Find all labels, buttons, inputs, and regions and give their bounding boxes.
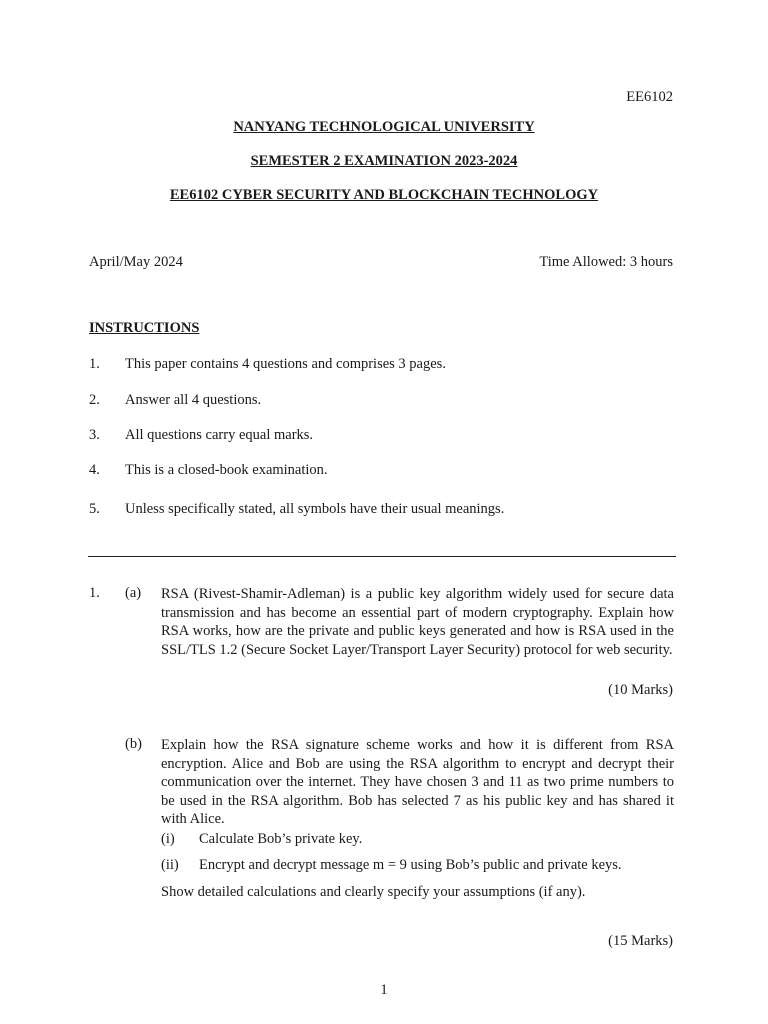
part-b-label: (b): [125, 736, 142, 752]
part-a-text: RSA (Rivest-Shamir-Adleman) is a public key algorithm widely used for secure data transmission and has become an essential part of modern cryptography. Explain how RSA works, how are the private and public keys generated and how is RSA used in the SSL/TLS 1.2 (Secure Socket Layer/Transport Layer Security) protocol for web security.: [161, 586, 674, 658]
subpart-text: Encrypt and decrypt message m = 9 using Bob’s public and private keys.: [199, 857, 622, 873]
subpart-text: Calculate Bob’s private key.: [199, 831, 363, 847]
instruction-text: Unless specifically stated, all symbols have their usual meanings.: [125, 501, 505, 517]
exam-title: SEMESTER 2 EXAMINATION 2023-2024: [250, 153, 518, 169]
part-b-note: Show detailed calculations and clearly specify your assumptions (if any).: [161, 884, 586, 900]
instructions-heading: INSTRUCTIONS: [89, 320, 200, 336]
part-a-label: (a): [125, 585, 142, 601]
instruction-text: Answer all 4 questions.: [125, 392, 262, 408]
course-code: EE6102: [626, 89, 673, 105]
instruction-number: 2.: [89, 392, 100, 408]
instruction-number: 4.: [89, 462, 100, 478]
instruction-text: All questions carry equal marks.: [125, 427, 314, 443]
instruction-text: This is a closed-book examination.: [125, 462, 328, 478]
instruction-number: 5.: [89, 501, 100, 517]
course-title: EE6102 CYBER SECURITY AND BLOCKCHAIN TECHNOLOGY: [169, 187, 599, 203]
instruction-text: This paper contains 4 questions and comprises 3 pages.: [125, 356, 446, 372]
part-a-marks: (10 Marks): [608, 682, 673, 698]
exam-date: April/May 2024: [89, 254, 183, 270]
part-b-marks: (15 Marks): [608, 933, 673, 949]
instruction-number: 1.: [89, 356, 100, 372]
section-divider: [88, 556, 676, 557]
question-number: 1.: [89, 585, 100, 601]
instruction-number: 3.: [89, 427, 100, 443]
subpart-label: (ii): [161, 857, 179, 873]
part-b-text: Explain how the RSA signature scheme works and how it is different from RSA encryption. Alice and Bob are using the RSA algorithm to encrypt and decrypt their communication over the internet. They have chosen 3 and 11 as two prime numbers to be used in the RSA algorithm. Bob has selected 7 as his public key and has shared it with Alice.: [161, 737, 674, 827]
university-name: NANYANG TECHNOLOGICAL UNIVERSITY: [233, 119, 535, 135]
subpart-label: (i): [161, 831, 175, 847]
time-allowed: Time Allowed: 3 hours: [539, 254, 673, 270]
page-number: 1: [380, 982, 388, 998]
